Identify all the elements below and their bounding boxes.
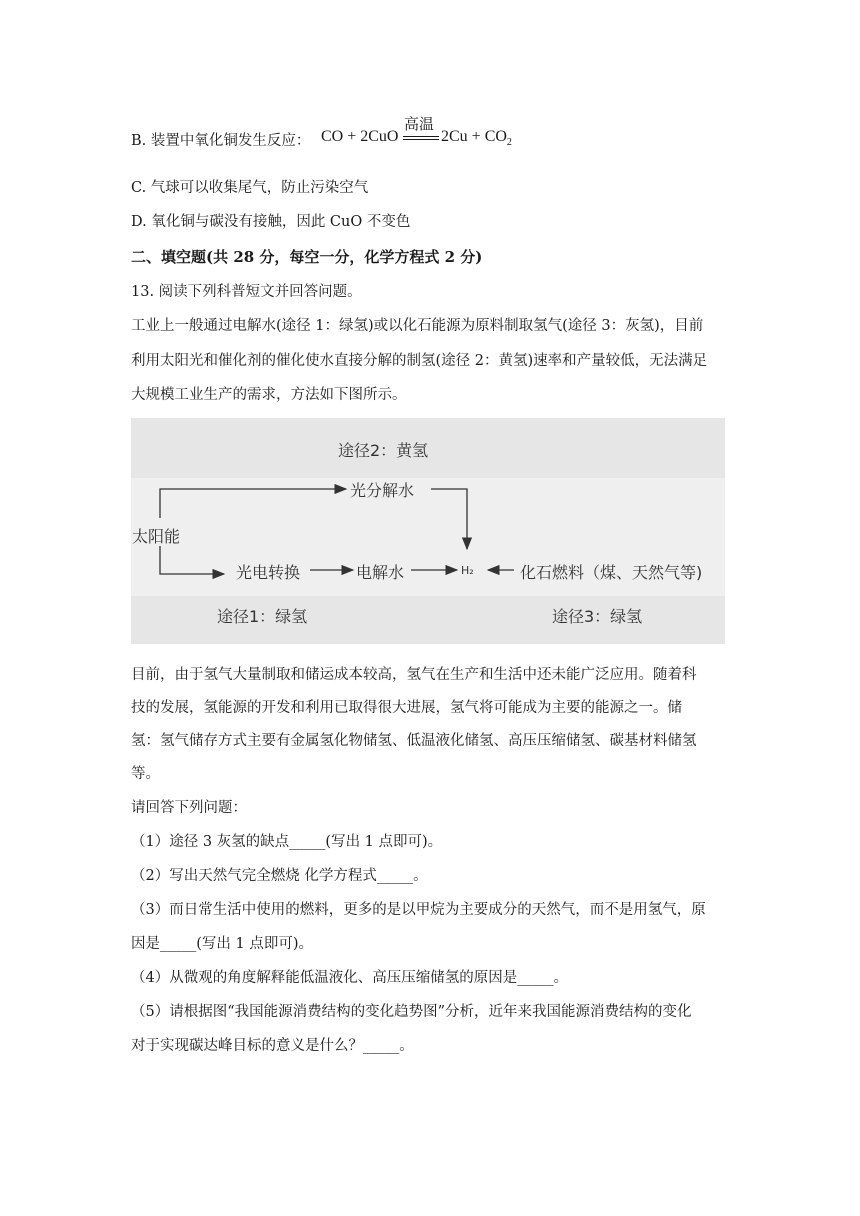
diagram-solar: 太阳能 [132, 527, 181, 546]
passage2-line: 等。 [131, 766, 160, 782]
option-c: C. 气球可以收集尾气，防止污染空气 [131, 180, 369, 196]
diagram-route2-label: 途径2：黄氢 [338, 441, 429, 460]
passage1-line: 工业上一般通过电解水(途径 1：绿氢)或以化石能源为原料制取氢气(途径 3：灰氢)，目前 [131, 318, 704, 334]
equation-lhs: CO + 2CuO [321, 128, 399, 145]
diagram-photolysis: 光分解水 [350, 481, 415, 500]
question-1: （1）途径 3 灰氢的缺点_____(写出 1 点即可)。 [131, 834, 443, 850]
question-3-cont: 因是_____(写出 1 点即可)。 [131, 936, 314, 952]
option-b-prefix: B. 装置中氧化铜发生反应： [131, 133, 311, 149]
hydrogen-routes-diagram [131, 418, 725, 644]
co2-subscript: 2 [506, 137, 512, 149]
question-5: （5）请根据图“我国能源消费结构的变化趋势图”分析，近年来我国能源消费结构的变化 [131, 1004, 692, 1020]
passage1-line: 大规模工业生产的需求，方法如下图所示。 [131, 387, 407, 403]
equals-bar-bottom [403, 139, 439, 140]
section-title: 二、填空题(共 28 分，每空一分，化学方程式 2 分) [131, 248, 483, 266]
question-2: （2）写出天然气完全燃烧 化学方程式_____。 [131, 868, 428, 884]
question-3: （3）而日常生活中使用的燃料，更多的是以甲烷为主要成分的天然气，而不是用氢气，原 [131, 902, 706, 918]
arrow-solar-to-photolysis [160, 489, 346, 518]
diagram-fossil: 化石燃料（煤、天然气等) [520, 563, 703, 582]
passage1-line: 利用太阳光和催化剂的催化使水直接分解的制氢(途径 2：黄氢)速率和产量较低，无法满足 [131, 353, 708, 369]
passage2-line: 目前，由于氢气大量制取和储运成本较高，氢气在生产和生活中还未能广泛应用。随着科 [131, 667, 697, 683]
reaction-condition: 高温 [404, 115, 435, 133]
arrow-photolysis-to-h2 [431, 489, 467, 549]
passage2-line: 氢：氢气储存方式主要有金属氢化物储氢、低温液化储氢、高压压缩储氢、碳基材料储氢 [131, 733, 697, 749]
equals-bar-top [403, 136, 439, 137]
option-b-equation [131, 112, 631, 162]
arrow-solar-to-pv [160, 546, 224, 574]
diagram-electrolysis: 电解水 [356, 563, 405, 582]
diagram-route1-label: 途径1：绿氢 [217, 607, 308, 626]
questions-prompt: 请回答下列问题： [131, 800, 247, 816]
question-4: （4）从微观的角度解释能低温液化、高压压缩储氢的原因是_____。 [131, 970, 568, 986]
diagram-h2: H₂ [461, 564, 474, 577]
diagram-route3-label: 途径3：绿氢 [552, 607, 643, 626]
diagram-pv: 光电转换 [236, 563, 301, 582]
q13-intro: 13. 阅读下列科普短文并回答问题。 [131, 284, 362, 300]
equation-rhs: $2Cu + CO_2$ [441, 128, 512, 149]
passage2-line: 技的发展，氢能源的开发和利用已取得很大进展，氢气将可能成为主要的能源之一。储 [131, 700, 682, 716]
option-d: D. 氧化铜与碳没有接触，因此 CuO 不变色 [131, 214, 411, 230]
question-5-cont: 对于实现碳达峰目标的意义是什么？_____。 [131, 1038, 414, 1054]
